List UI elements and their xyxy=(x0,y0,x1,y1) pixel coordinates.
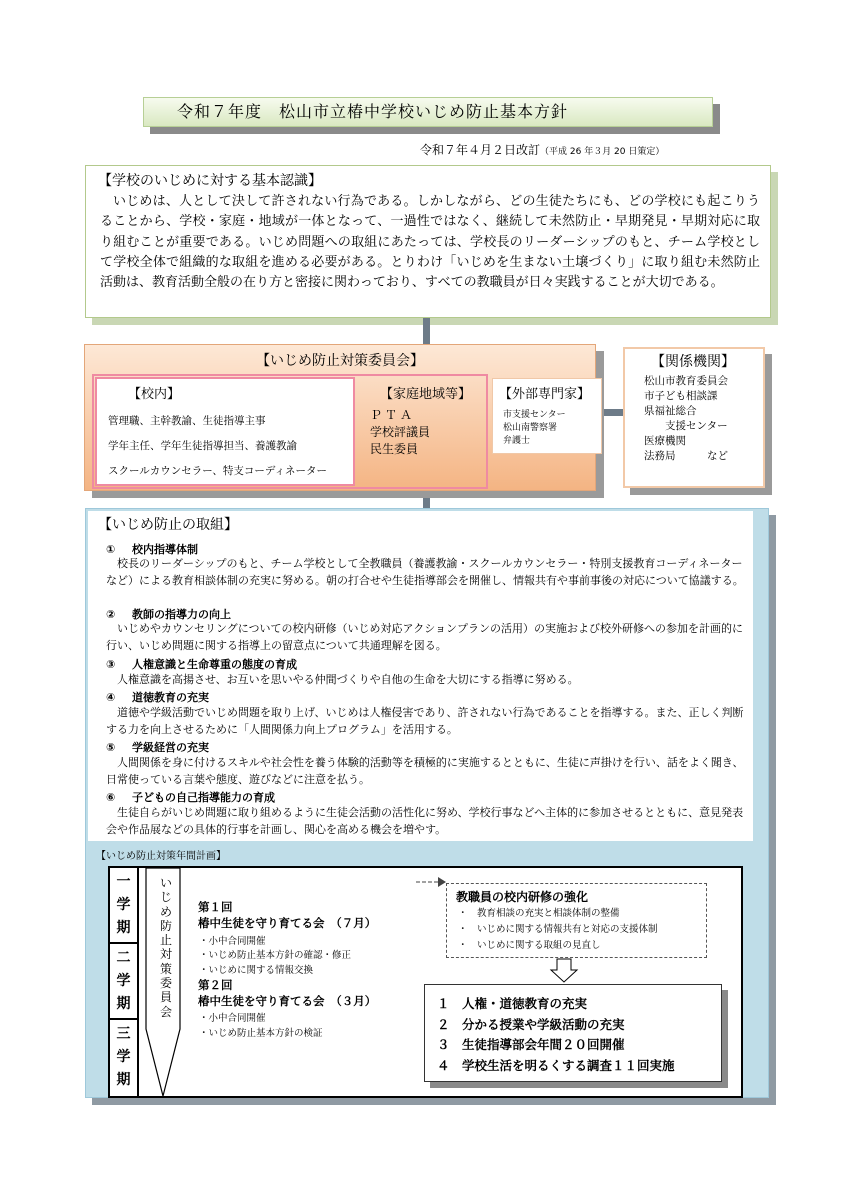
item-number: ⑤ xyxy=(106,741,116,754)
item-title-text: 校内指導体制 xyxy=(132,543,198,556)
outcome-item: ２ 分かる授業や学級活動の充実 xyxy=(437,1016,625,1032)
revision-main: 令和７年４月２日改訂 xyxy=(420,143,541,157)
katei-item: 民生委員 xyxy=(370,442,419,456)
prevention-item-body: いじめやカウンセリングについての校内研修（いじめ対応アクションプランの活用）の実施および校外研修への参加を計画的に行い、いじめ問題に関する指導上の留意点について共通理解を図る。 xyxy=(106,622,744,652)
prevention-item-body: 人権意識を高揚させ、お互いを思いやる仲間づくりや自他の生命を大切にする指導に努める。 xyxy=(117,673,579,686)
kankei-item: 松山市教育委員会 xyxy=(644,375,728,387)
term-1-label: 一学期 xyxy=(116,874,131,936)
meeting-1-no: 第１回 xyxy=(198,900,233,914)
meeting-1-sub: ・小中合同開催 xyxy=(199,936,266,947)
basic-recognition-heading: 【学校のいじめに対する基本認識】 xyxy=(98,173,322,189)
training-item: ・ いじめに関する情報共有と対応の支援体制 xyxy=(458,924,658,935)
term-divider xyxy=(108,942,139,944)
kankei-list xyxy=(644,374,728,464)
prevention-item-title xyxy=(106,789,275,805)
katei-list xyxy=(370,407,430,458)
prevention-shadow xyxy=(92,1098,776,1105)
gaibu-list xyxy=(503,409,566,448)
item-number: ④ xyxy=(106,691,116,704)
meeting-2-title: 椿中生徒を守り育てる会 （３月） xyxy=(198,994,377,1008)
connector-line xyxy=(423,318,430,344)
kankei-item: 市子ども相談課 xyxy=(644,390,718,402)
training-list xyxy=(458,906,658,954)
gaibu-item: 市支援センター xyxy=(503,410,566,420)
meeting-1-title: 椿中生徒を守り育てる会 （７月） xyxy=(198,916,377,930)
meeting-1-sub: ・いじめ防止基本方針の確認・修正 xyxy=(199,950,352,961)
outcome-item: ３ 生徒指導部会年間２０回開催 xyxy=(437,1037,625,1052)
gaibu-heading: 【外部専門家】 xyxy=(499,387,591,402)
meeting-2-no: 第２回 xyxy=(198,978,233,992)
katei-item: 学校評議員 xyxy=(370,425,431,439)
kankei-item: 支援センター xyxy=(644,420,728,432)
kankei-item: 医療機関 xyxy=(644,435,686,447)
dashed-arrow-head xyxy=(438,877,446,887)
page-title: 令和７年度 松山市立椿中学校いじめ防止基本方針 xyxy=(143,97,713,127)
kankei-heading: 【関係機関】 xyxy=(651,354,735,370)
kounai-heading: 【校内】 xyxy=(128,387,181,402)
down-arrow-icon xyxy=(549,958,579,984)
kounai-item: 管理職、主幹教諭、生徒指導主事 xyxy=(108,415,266,427)
prevention-item-body: 人間関係を身に付けるスキルや社会性を養う体験的活動等を積極的に実施するとともに、生徒に声掛けを行い、話をよく聞き、日常使っている言葉や態度、遊びなどに注意を払う。 xyxy=(106,756,744,786)
prevention-item-body: 道徳や学級活動でいじめ問題を取り上げ、いじめは人権侵害であり、許されない行為であることを指導する。また、正しく判断する力を向上させるために「人間関係力向上プログラム」を活用する。 xyxy=(106,706,744,736)
prevention-item-title xyxy=(106,689,209,705)
prevention-shadow xyxy=(769,515,776,1105)
item-title-text: 教師の指導力の向上 xyxy=(132,608,231,621)
down-arrow-shape xyxy=(551,959,577,982)
prevention-item-title xyxy=(106,739,209,755)
kankei-item: 法務局 など xyxy=(644,450,728,462)
kounai-item: 学年主任、学年生徒指導担当、養護教諭 xyxy=(108,440,297,452)
kankei-item: 県福祉総合 xyxy=(644,405,697,417)
committee-arrow-label: いじめ防止対策委員会 xyxy=(159,876,172,1019)
katei-heading: 【家庭地域等】 xyxy=(380,387,472,402)
training-item: ・ 教育相談の充実と相談体制の整備 xyxy=(458,908,620,919)
training-heading: 教職員の校内研修の強化 xyxy=(456,890,589,904)
dashed-arrow xyxy=(414,875,448,889)
kounai-item: スクールカウンセラー、特支コーディネーター xyxy=(108,465,328,477)
item-number: ③ xyxy=(106,658,116,671)
item-title-text: 道徳教育の充実 xyxy=(132,691,209,704)
outcome-item: １ 人権・道徳教育の充実 xyxy=(437,996,588,1011)
prevention-item-body: 生徒自らがいじめ問題に取り組めるように生徒会活動の活性化に努め、学校行事などへ主体的に参加させるとともに、意見発表会や作品展などの具体的行事を計画し、関心を高める機会を増やす。 xyxy=(106,806,744,836)
prevention-item-body: 校長のリーダーシップのもと、チーム学校として全教職員（養護教諭・スクールカウンセラー・特別支援教育コーディネーターなど）による教育相談体制の充実に努める。朝の打合せや生徒指導部会を開催し、情報共有や事前事後の対応について協議する。 xyxy=(106,557,744,587)
term-divider xyxy=(108,1018,139,1020)
committee-heading: 【いじめ防止対策委員会】 xyxy=(256,353,424,369)
revision-note: （平成 26 年３月 20 日策定） xyxy=(540,147,665,157)
item-number: ① xyxy=(106,543,116,556)
plan-heading: 【いじめ防止対策年間計画】 xyxy=(96,851,226,862)
prevention-heading: 【いじめ防止の取組】 xyxy=(98,517,238,533)
gaibu-item: 松山南警察署 xyxy=(503,423,558,433)
item-number: ② xyxy=(106,608,116,621)
meeting-2-sub: ・いじめ防止基本方針の検証 xyxy=(199,1028,323,1039)
prevention-item-title xyxy=(106,656,297,672)
meeting-1-sub: ・いじめに関する情報交換 xyxy=(199,965,314,976)
item-number: ⑥ xyxy=(106,791,116,804)
term-3-label: 三学期 xyxy=(116,1026,131,1088)
outcome-item: ４ 学校生活を明るくする調査１１回実施 xyxy=(437,1057,675,1073)
training-item: ・ いじめに関する取組の見直し xyxy=(458,940,601,951)
revision-date xyxy=(420,141,740,158)
item-title-text: 子どもの自己指導能力の育成 xyxy=(132,791,275,804)
item-title-text: 人権意識と生命尊重の態度の育成 xyxy=(132,658,297,671)
basic-recognition-text: いじめは、人として決して許されない行為である。しかしながら、どの生徒たちにも、どの学校にも起こりうることから、学校・家庭・地域が一体となって、一過性ではなく、継続して未然防止・早期発見・早期対応に取り組むことが重要である。いじめ問題への取組にあたっては、学校長のリーダーシップのもと、チーム学校として学校全体で組織的な取組を進める必要がある。とりわけ「いじめを生まない土壌づくり」に取り組む未然防止活動は、教育活動全般の在り方と密接に関わっており、すべての教職員が日々実践することが大切である。 xyxy=(100,194,760,291)
outcomes-list xyxy=(437,994,675,1076)
item-title-text: 学級経営の充実 xyxy=(132,741,209,754)
gaibu-item: 弁護士 xyxy=(503,436,531,446)
term-2-label: 二学期 xyxy=(116,950,131,1012)
meeting-2-sub: ・小中合同開催 xyxy=(199,1013,266,1024)
katei-item: ＰＴＡ xyxy=(370,408,416,422)
